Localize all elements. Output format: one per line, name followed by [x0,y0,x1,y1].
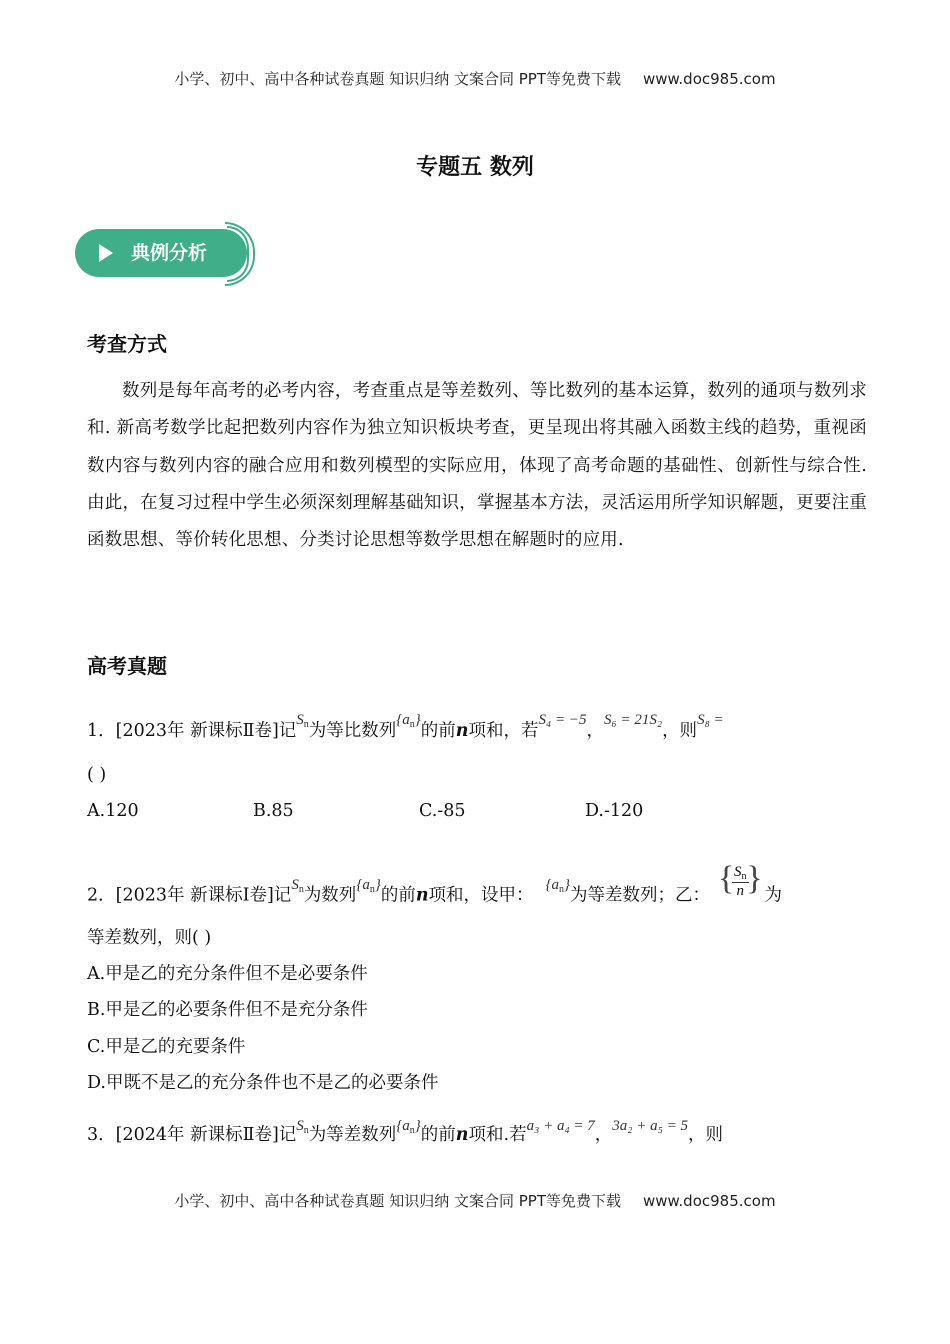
q2-jia-set: $\{a_n\}$ [545,876,571,895]
q2-option-d[interactable]: D.甲既不是乙的充分条件也不是乙的必要条件 [87,1073,439,1093]
page-footer [0,1190,950,1211]
method-paragraph: 数列是每年高考的必考内容，考查重点是等差数列、等比数列的基本运算，数列的通项与数列求和. 新高考数学比起把数列内容作为独立知识板块考查，更呈现出将其融入函数主线的趋势，重视函数内容与数列内容的融合应用和数列模型的实际应用，体现了高考命题的基础性、创新性与综合性. 由此，在复习过程中学生必须深刻理解基础知识，掌握基本方法，灵活运用所学知识解题，更要注重函数思想、等价转化思想、分类讨论思想等数学思想在解题时的应用. [87,381,867,551]
q1-s8: S₈ = [697,712,724,728]
q1-sn: $S_n$ [296,712,309,730]
q1-option-c[interactable]: C.-85 [419,801,466,821]
footer-url[interactable]: www.doc985.com [642,1192,776,1210]
q1-number: 1． [87,721,116,741]
q1-blank: ( ) [87,765,107,785]
q2-sn: $S_n$ [291,876,304,895]
badge-pill [75,229,247,277]
q1-option-b[interactable]: B.85 [253,801,294,821]
page-title: 专题五 数列 [416,155,534,180]
header-text: 小学、初中、高中各种试卷真题 知识归纳 文案合同 PPT等免费下载 [174,70,621,88]
q2-option-a[interactable]: A.甲是乙的充分条件但不是必要条件 [87,964,368,984]
q3-number: 3． [87,1125,116,1145]
q1-cond2: S₆ = 21S₂ [604,712,663,728]
q3-source: [2024年 新课标Ⅱ卷]记 [115,1125,297,1145]
q1-an-set: $\{a_n\}$ [396,712,421,730]
q3-an-set: $\{a_n\}$ [396,1118,421,1136]
q2-option-b[interactable]: B.甲是乙的必要条件但不是充分条件 [87,1000,368,1020]
q2-stem: 2．[2023年 新课标Ⅰ卷]记$S_n$为数列$\{a_n\}$的前n项和，设甲：$\{a_n\}$为等差数列；乙： { $S_n$ n } 为 [87,860,783,906]
section-badge [75,222,265,286]
q2-number: 2． [87,885,116,906]
q2-continuation: 等差数列，则( ) [87,928,212,948]
q1-source: [2023年 新课标Ⅱ卷]记 [115,721,297,741]
q3-sn: $S_n$ [296,1118,309,1136]
q2-yi-fraction: { $S_n$ n } [718,860,763,899]
section-heading-method: 考查方式 [87,332,167,356]
section-heading-exam: 高考真题 [87,654,167,678]
q3-stem: 3．[2024年 新课标Ⅱ卷]记$S_n$为等差数列$\{a_n\}$的前n项和.若a₃ + a₄ = 7，3a₂ + a₅ = 5，则 [87,1118,723,1145]
q1-option-d[interactable]: D.-120 [585,801,644,821]
q2-source: [2023年 新课标Ⅰ卷]记 [115,885,292,906]
badge-label: 典例分析 [131,242,208,264]
play-icon [99,244,113,262]
q3-cond2: 3a₂ + a₅ = 5 [612,1118,688,1134]
q2-option-c[interactable]: C.甲是乙的充要条件 [87,1037,246,1057]
q1-stem: 1．[2023年 新课标Ⅱ卷]记$S_n$为等比数列$\{a_n\}$的前n项和，若S₄ = −5，S₆ = 21S₂，则S₈ = [87,712,724,741]
page-header [0,68,950,89]
q3-cond1: a₃ + a₄ = 7 [526,1118,595,1134]
footer-text: 小学、初中、高中各种试卷真题 知识归纳 文案合同 PPT等免费下载 [174,1192,621,1210]
header-url[interactable]: www.doc985.com [642,70,776,88]
q1-options [87,801,751,821]
q1-cond1: S₄ = −5 [538,712,587,728]
q2-an-set: $\{a_n\}$ [356,876,381,895]
q1-option-a[interactable]: A.120 [87,801,139,821]
